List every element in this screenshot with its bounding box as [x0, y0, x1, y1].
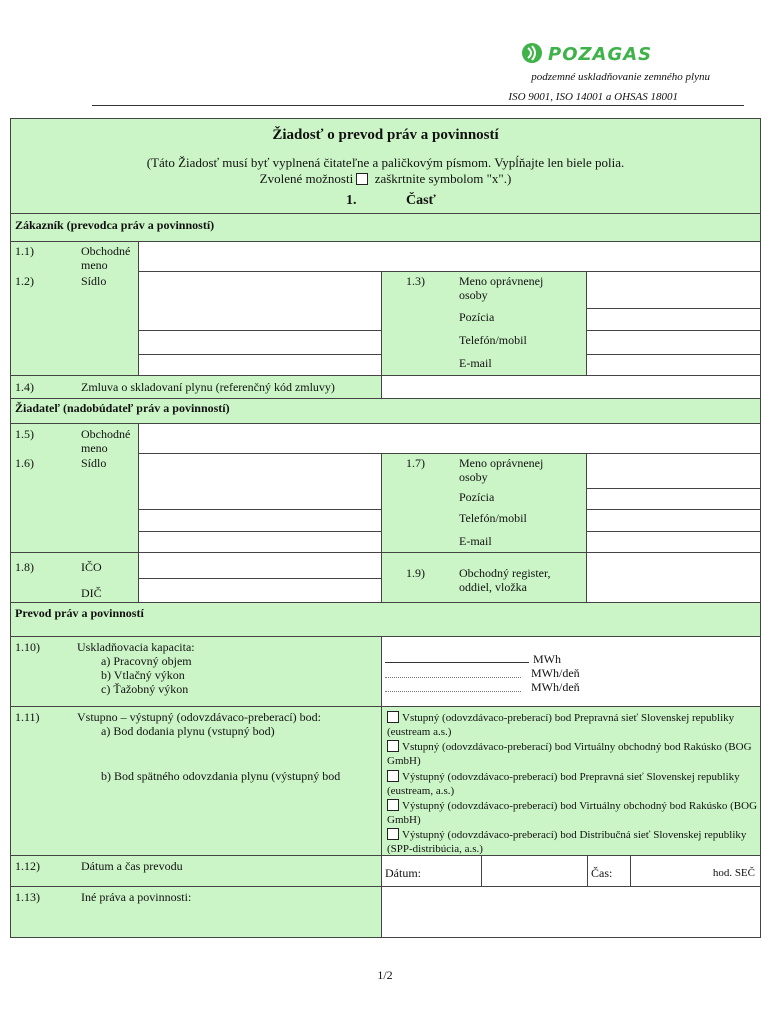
- working-volume-label: a) Pracovný objem: [101, 654, 192, 668]
- checkbox-icon: [356, 173, 368, 185]
- section-customer-header: [10, 213, 761, 242]
- withdrawal-rate-label: c) Ťažobný výkon: [101, 682, 189, 696]
- instructions-line1: (Táto Žiadosť musí byť vyplnená čitateľne a paličkovým písmom. Vypĺňajte len biele polia.: [146, 155, 625, 170]
- option-entry-eustream[interactable]: [387, 711, 759, 739]
- option-entry-austria-label: Vstupný (odovzdávaco-preberací) bod Virtuálny obchodný bod Rakúsko (BOG GmbH): [387, 741, 752, 767]
- row-1-1-number: 1.1): [15, 244, 34, 258]
- row-1-13-label: Iné práva a povinnosti:: [81, 890, 192, 904]
- time-input[interactable]: [630, 855, 761, 887]
- checkbox-icon[interactable]: [387, 770, 399, 782]
- customer-authorized-person-input[interactable]: [586, 271, 761, 309]
- row-1-13-number: 1.13): [15, 890, 40, 904]
- row-1-9-label: Obchodný register, oddiel, vložka: [459, 566, 551, 594]
- row-1-2-label: Sídlo: [81, 274, 107, 288]
- injection-rate-label: b) Vtlačný výkon: [101, 668, 185, 682]
- section-customer-title: Zákazník (prevodca práv a povinností): [15, 218, 215, 232]
- row-1-11-labels: [10, 706, 382, 856]
- applicant-position-label: Pozícia: [459, 490, 495, 504]
- customer-address-input-2[interactable]: [138, 330, 382, 355]
- row-1-10-label: Uskladňovacia kapacita:: [77, 640, 195, 654]
- customer-address-input-3[interactable]: [138, 354, 382, 376]
- working-volume-unit: MWh: [533, 652, 561, 666]
- customer-address-input-1[interactable]: [138, 271, 382, 331]
- row-1-13-labels: [10, 886, 382, 938]
- working-volume-input[interactable]: [385, 662, 529, 663]
- row-1-10-number: 1.10): [15, 640, 40, 654]
- date-label-cell: [381, 855, 482, 887]
- applicant-email-input[interactable]: [586, 531, 761, 553]
- option-exit-austria[interactable]: [387, 799, 759, 827]
- time-label: Čas:: [591, 866, 613, 880]
- customer-position-input[interactable]: [586, 308, 761, 331]
- applicant-address-input-3[interactable]: [138, 531, 382, 553]
- applicant-authorized-person-input[interactable]: [586, 453, 761, 489]
- page-number: 1/2: [377, 968, 393, 982]
- withdrawal-rate-input[interactable]: [385, 691, 521, 692]
- row-1-11-label: Vstupno – výstupný (odovzdávaco-preberací) bod:: [77, 710, 321, 724]
- instructions-line2-end: zaškrtnite symbolom "x".): [374, 171, 512, 186]
- svg-text:POZAGAS: POZAGAS: [548, 44, 653, 65]
- time-unit: hod. SEČ: [712, 867, 755, 879]
- checkbox-icon[interactable]: [387, 799, 399, 811]
- checkbox-icon[interactable]: [387, 711, 399, 723]
- applicant-position-input[interactable]: [586, 488, 761, 510]
- row-1-6-label: Sídlo: [81, 456, 107, 470]
- applicant-address-input-1[interactable]: [138, 453, 382, 510]
- contract-reference-input[interactable]: [381, 375, 761, 399]
- title-block: [10, 118, 761, 214]
- row-1-8-dic-label: DIČ: [81, 586, 102, 600]
- row-1-10-labels: [10, 636, 382, 707]
- commercial-register-input[interactable]: [586, 552, 761, 603]
- option-exit-spp[interactable]: [387, 828, 759, 856]
- option-exit-eustream-label: Výstupný (odovzdávaco-preberací) bod Prepravná sieť Slovenskej republiky (eustream, a.s.): [387, 771, 740, 797]
- header-rule: [92, 105, 744, 106]
- option-exit-eustream[interactable]: [387, 770, 761, 798]
- row-1-5-number: 1.5): [15, 427, 34, 441]
- withdrawal-rate-unit: MWh/deň: [531, 680, 580, 694]
- row-1-12-number: 1.12): [15, 859, 40, 873]
- injection-rate-input[interactable]: [385, 677, 521, 678]
- row-1-11-number: 1.11): [15, 710, 40, 724]
- row-1-7-number: 1.7): [406, 456, 425, 470]
- dic-input[interactable]: [138, 578, 382, 603]
- row-1-3-number: 1.3): [406, 274, 425, 288]
- row-1-12-label: Dátum a čas prevodu: [81, 859, 183, 873]
- row-1-8-ico-label: IČO: [81, 560, 102, 574]
- part-label: Časť: [406, 193, 436, 208]
- logo-graphic: [520, 40, 680, 66]
- row-1-3-label: Meno oprávnenej osoby: [459, 274, 544, 302]
- instructions-line2-start: Zvolené možnosti: [259, 171, 354, 186]
- option-exit-spp-label: Výstupný (odovzdávaco-preberací) bod Distribučná sieť Slovenskej republiky (SPP-distribúcia, a.s.): [387, 829, 747, 855]
- row-1-1-label: Obchodné meno: [81, 244, 131, 272]
- row-1-9-number: 1.9): [406, 566, 425, 580]
- applicant-business-name-input[interactable]: [138, 423, 761, 454]
- part-number: 1.: [346, 193, 357, 208]
- customer-email-input[interactable]: [586, 354, 761, 376]
- applicant-email-label: E-mail: [459, 534, 492, 548]
- customer-position-label: Pozícia: [459, 310, 495, 324]
- row-1-5-label: Obchodné meno: [81, 427, 131, 455]
- section-applicant-header: [10, 398, 761, 424]
- date-label: Dátum:: [385, 866, 421, 880]
- time-label-cell: [587, 855, 631, 887]
- row-1-9-labels: [381, 552, 587, 603]
- other-rights-input[interactable]: [381, 886, 761, 938]
- row-1-12-labels: [10, 855, 382, 887]
- option-entry-austria[interactable]: [387, 740, 759, 768]
- date-input[interactable]: [481, 855, 588, 887]
- section-transfer-header: [10, 602, 761, 637]
- customer-phone-input[interactable]: [586, 330, 761, 355]
- row-1-4: [10, 375, 382, 399]
- applicant-phone-label: Telefón/mobil: [459, 511, 527, 525]
- ico-input[interactable]: [138, 552, 382, 579]
- entry-point-label: a) Bod dodania plynu (vstupný bod): [101, 724, 275, 738]
- applicant-address-input-2[interactable]: [138, 509, 382, 532]
- form-title: Žiadosť o prevod práv a povinností: [272, 127, 499, 143]
- row-1-7-label: Meno oprávnenej osoby: [459, 456, 544, 484]
- company-logo: [520, 40, 680, 66]
- row-1-4-number: 1.4): [15, 380, 34, 394]
- row-1-8-labels: [10, 552, 139, 603]
- customer-business-name-input[interactable]: [138, 241, 761, 272]
- company-subtitle: podzemné uskladňovanie zemného plynu: [531, 71, 710, 83]
- applicant-phone-input[interactable]: [586, 509, 761, 532]
- exit-point-label: b) Bod spätného odovzdania plynu (výstupný bod: [101, 769, 341, 783]
- instructions-line2: [11, 171, 760, 186]
- row-1-6-number: 1.6): [15, 456, 34, 470]
- injection-rate-unit: MWh/deň: [531, 666, 580, 680]
- option-exit-austria-label: Výstupný (odovzdávaco-preberací) bod Virtuálny obchodný bod Rakúsko (BOG GmbH): [387, 800, 758, 826]
- section-applicant-title: Žiadateľ (nadobúdateľ práv a povinností): [15, 401, 230, 415]
- section-transfer-title: Prevod práv a povinností: [15, 606, 144, 620]
- row-1-8-number: 1.8): [15, 560, 34, 574]
- row-1-2-number: 1.2): [15, 274, 34, 288]
- customer-email-label: E-mail: [459, 356, 492, 370]
- customer-phone-label: Telefón/mobil: [459, 333, 527, 347]
- row-1-4-label: Zmluva o skladovaní plynu (referenčný kód zmluvy): [81, 380, 335, 394]
- checkbox-icon[interactable]: [387, 740, 399, 752]
- iso-certification: ISO 9001, ISO 14001 a OHSAS 18001: [508, 91, 678, 103]
- option-entry-eustream-label: Vstupný (odovzdávaco-preberací) bod Prepravná sieť Slovenskej republiky (eustream a.s.): [387, 712, 735, 738]
- checkbox-icon[interactable]: [387, 828, 399, 840]
